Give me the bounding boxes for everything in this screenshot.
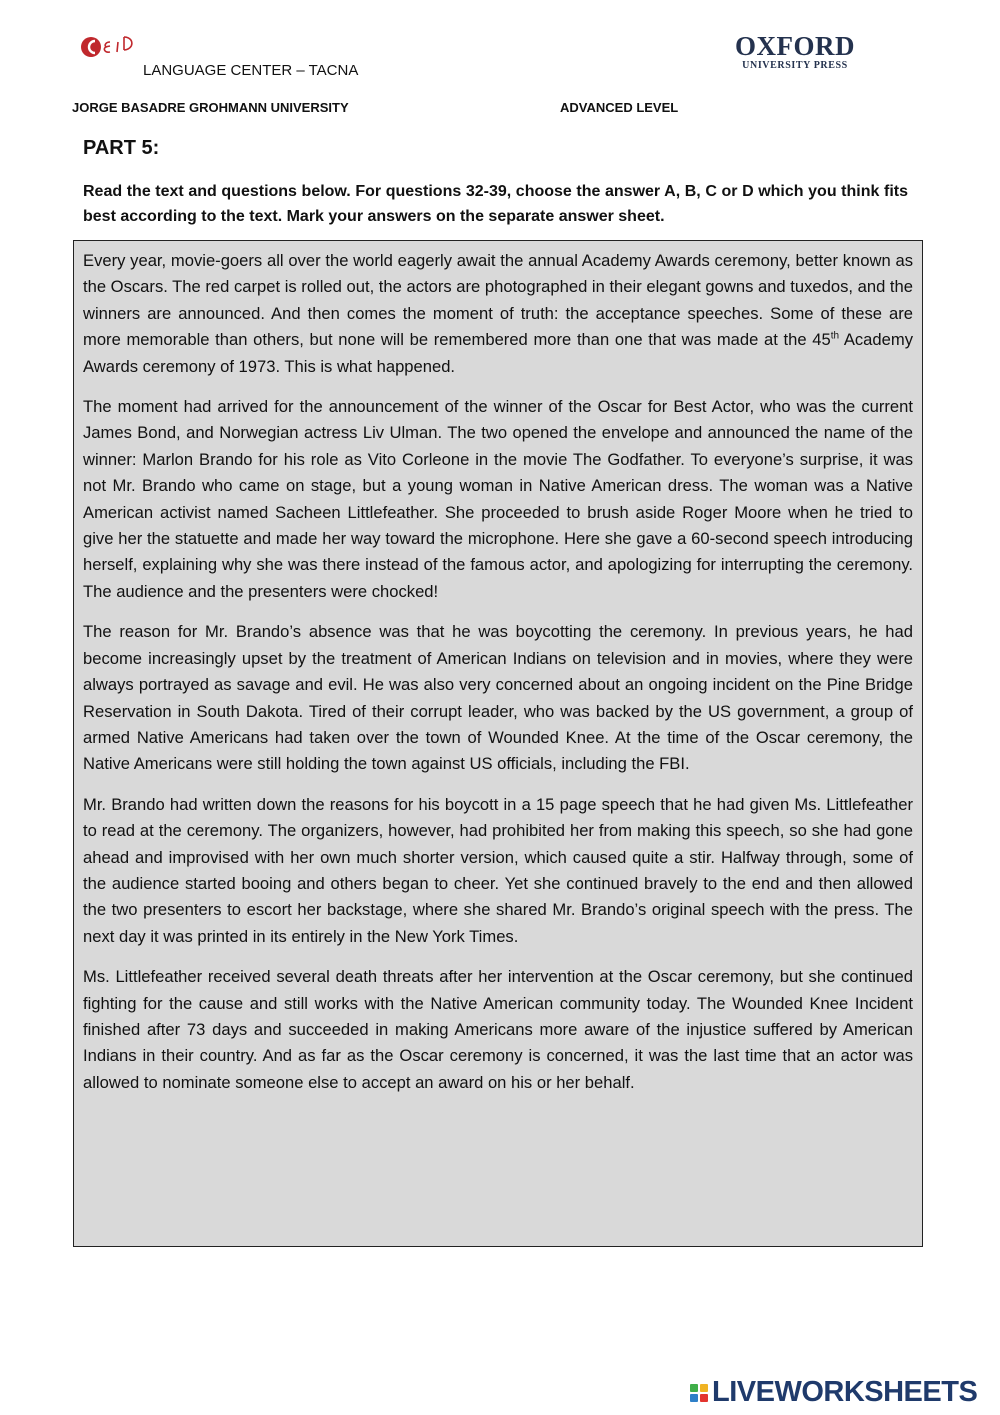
oxford-logo-subtitle: UNIVERSITY PRESS <box>742 60 848 71</box>
instructions: Read the text and questions below. For questions 32-39, choose the answer A, B, C or D which you think fits best according to the text. Mark your answers on the separate answer sheet. <box>83 183 908 225</box>
paragraph-1-text: Every year, movie-goers all over the world eagerly await the annual Academy Awards ceremony, better known as the Oscars. The red carpet is rolled out, the actors are photographed in their elegant gowns and tuxedos, and the winners are announced. And then comes the moment of truth: the acceptance speeches. Some of these are more memorable than others, but none will be remembered more than one that was made at the 45 <box>83 251 913 350</box>
oxford-logo-title: OXFORD <box>735 31 855 61</box>
ordinal-suffix: th <box>830 330 840 342</box>
paragraph-3: The reason for Mr. Brando’s absence was that he was boycotting the ceremony. In previous years, he had become increasingly upset by the treatment of American Indians on television and in movies, where they were always portrayed as savage and evil. He was also very concerned about an ongoing incident on the Pine Bridge Reservation in South Dakota. Tired of their corrupt leader, who was backed by the US government, a group of armed Native Americans had taken over the town of Wounded Knee. At the time of the Oscar ceremony, the Native Americans were still holding the town against US officials, including the FBI. <box>83 622 913 774</box>
paragraph-4: Mr. Brando had written down the reasons for his boycott in a 15 page speech that he had given Ms. Littlefeather to read at the ceremony. The organizers, however, had prohibited her from making this speech, so she had gone ahead and improvised with her own much shorter version, which caused quite a stir. Halfway through, some of the audience started booing and others began to cheer. Yet she continued bravely to the end and then allowed the two presenters to escort her backstage, where she shared Mr. Brando’s original speech with the press. The next day it was printed in its entirely in the New York Times. <box>83 794 913 946</box>
liveworksheets-brand: LIVEWORKSHEETS <box>712 1376 978 1408</box>
paragraph-1-text-end: Academy Awards ceremony of 1973. This is what happened. <box>83 330 913 376</box>
liveworksheets-icon <box>690 1384 708 1402</box>
ceid-logo <box>80 28 170 66</box>
paragraph-5: Ms. Littlefeather received several death threats after her intervention at the Oscar ceremony, but she continued fighting for the cause and still works with the Native American community today. The Wounded Knee Incident finished after 73 days and succeeded in making Americans more aware of the injustice suffered by American Indians in their country. And as far as the Oscar ceremony is concerned, it was the last time that an actor was allowed to nominate someone else to accept an award on his or her behalf. <box>83 967 913 1092</box>
paragraph-2: The moment had arrived for the announcement of the winner of the Oscar for Best Actor, who was the current James Bond, and Norwegian actress Liv Ulman. The two opened the envelope and announced the name of the winner: Marlon Brando for his role as Vito Corleone in the movie The Godfather. To everyone’s surprise, it was not Mr. Brando who came on stage, but a young woman in Native American dress. The woman was a Native American activist named Sacheen Littlefeather. She proceeded to brush aside Roger Moore when he tried to give her the statuette and made her way toward the microphone. Here she gave a 60-second speech introducing herself, explaining why she was there instead of the famous actor, and apologizing for interrupting the ceremony. The audience and the presenters were chocked! <box>83 397 913 601</box>
oxford-logo <box>725 32 865 72</box>
university-name: JORGE BASADRE GROHMANN UNIVERSITY <box>72 100 349 115</box>
reading-text-box <box>73 240 923 1247</box>
liveworksheets-logo[interactable] <box>690 1376 977 1409</box>
level-label: ADVANCED LEVEL <box>560 100 679 115</box>
part-title: PART 5: <box>83 137 160 159</box>
paragraph-1 <box>83 248 913 380</box>
language-center-name: LANGUAGE CENTER – TACNA <box>143 62 359 79</box>
